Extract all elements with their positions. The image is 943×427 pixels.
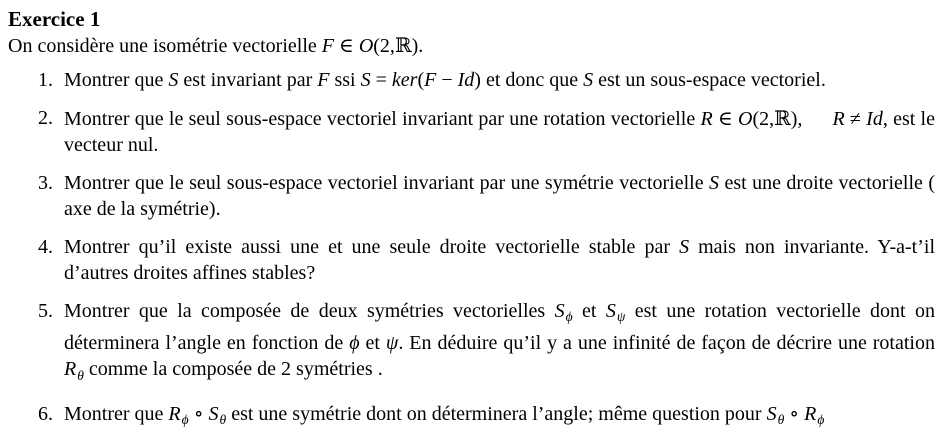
item-text: Montrer que $R_\phi$ ∘ $S_\theta$ est une symétrie dont on déterminera l’angle; même question pour $S_\theta$ ∘ $R_\phi$ xyxy=(64,402,825,427)
item-number: 3. xyxy=(38,172,53,194)
item-number: 1. xyxy=(38,69,53,91)
list-item-4 xyxy=(38,234,935,286)
exercise-list xyxy=(38,67,935,427)
item-text: Montrer qu’il existe aussi une et une seule droite vectorielle stable par S mais non invariante. Y-a-t’il d’autres droites affines stables? xyxy=(64,236,935,284)
intro-line: On considère une isométrie vectorielle F ∈ O(2,ℝ). xyxy=(8,33,424,57)
item-number: 2. xyxy=(38,107,53,129)
list-item-2 xyxy=(38,105,935,158)
item-text: Montrer que la composée de deux symétries vectorielles $S_\phi$ et $S_\psi$ est une rotation vectorielle dont on déterminera l’angle en fonction de ϕ et ψ. En déduire qu’il y a une infinité de façon de décrire une rotation $R_\theta$ comme la composée de 2 symétries . xyxy=(64,300,935,383)
list-item-5 xyxy=(38,298,935,389)
list-item-1 xyxy=(38,67,935,93)
exercise-title: Exercice 1 xyxy=(8,7,101,31)
item-number: 4. xyxy=(38,236,53,258)
item-text: Montrer que S est invariant par F ssi S = ker(F − Id) et donc que S est un sous-espace vectoriel. xyxy=(64,69,826,91)
item-text: Montrer que le seul sous-espace vectoriel invariant par une symétrie vectorielle S est une droite vectorielle ( axe de la symétrie). xyxy=(64,172,935,220)
list-item-6 xyxy=(38,401,935,427)
list-item-3 xyxy=(38,170,935,222)
item-number: 6. xyxy=(38,402,53,425)
item-number: 5. xyxy=(38,300,53,322)
item-text: Montrer que le seul sous-espace vectoriel invariant par une rotation vectorielle R ∈ O(2,ℝ), R ≠ Id, est le vecteur nul. xyxy=(64,106,935,156)
